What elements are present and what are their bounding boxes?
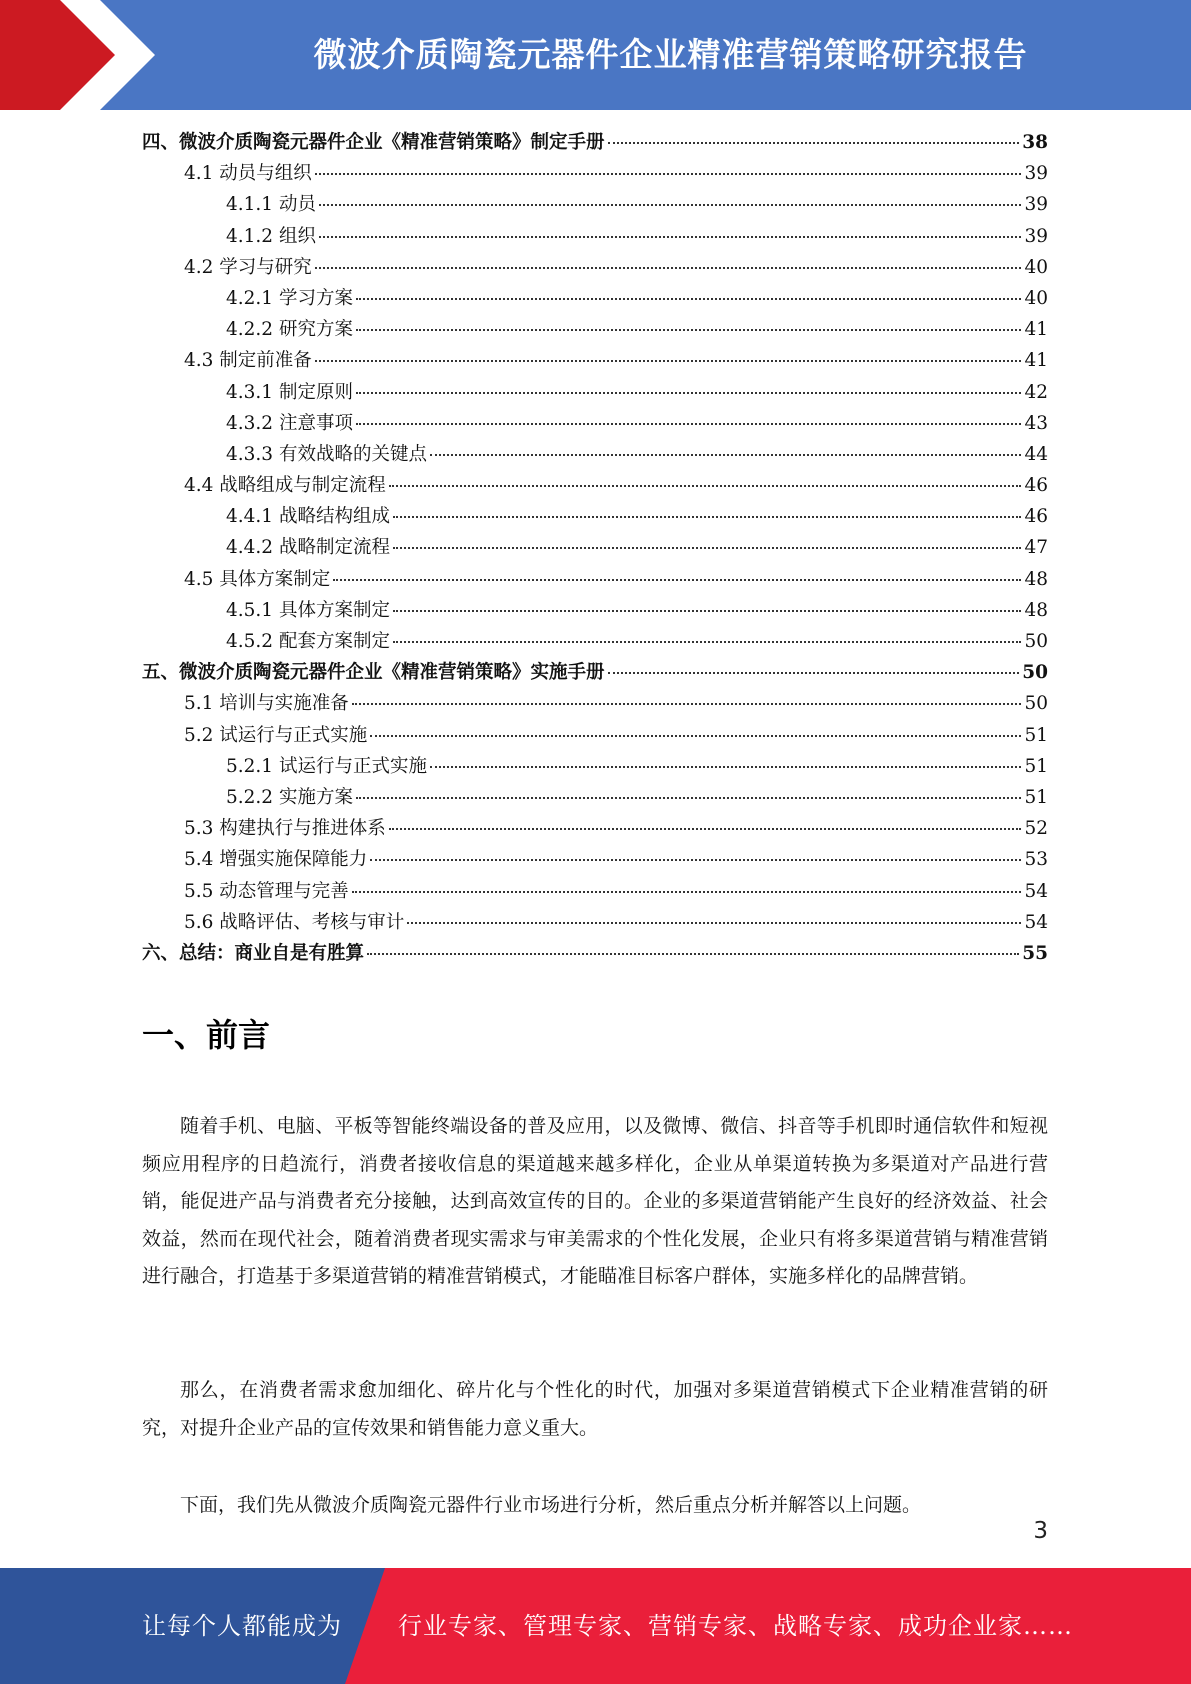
toc-entry[interactable] <box>142 658 1048 689</box>
toc-entry[interactable] <box>142 752 1048 783</box>
toc-dot-leader <box>393 516 1021 518</box>
toc-entry-title: 5.4 增强实施保障能力 <box>184 849 368 871</box>
toc-entry-title: 5.3 构建执行与推进体系 <box>184 818 386 840</box>
body-paragraph: 那么，在消费者需求愈加细化、碎片化与个性化的时代，加强对多渠道营销模式下企业精准营销的研究，对提升企业产品的宣传效果和销售能力意义重大。 <box>142 1379 1048 1439</box>
toc-entry[interactable] <box>142 222 1048 253</box>
toc-entry-title: 4.3.2 注意事项 <box>226 412 353 434</box>
toc-entry-title: 4.4 战略组成与制定流程 <box>184 475 386 497</box>
toc-dot-leader <box>370 859 1021 861</box>
toc-entry-title: 4.4.2 战略制定流程 <box>226 537 390 559</box>
toc-entry[interactable] <box>142 533 1048 564</box>
toc-page-number: 51 <box>1024 724 1048 746</box>
toc-entry[interactable] <box>142 565 1048 596</box>
toc-dot-leader <box>356 423 1022 425</box>
toc-page-number: 39 <box>1024 225 1048 247</box>
toc-dot-leader <box>356 329 1022 331</box>
toc-entry-title: 4.4.1 战略结构组成 <box>226 506 390 528</box>
toc-page-number: 41 <box>1024 350 1048 372</box>
toc-dot-leader <box>319 204 1022 206</box>
toc-entry-title: 4.1.1 动员 <box>226 194 316 216</box>
toc-page-number: 41 <box>1024 319 1048 341</box>
toc-entry[interactable] <box>142 378 1048 409</box>
toc-dot-leader <box>356 392 1022 394</box>
report-title: 微波介质陶瓷元器件企业精准营销策略研究报告 <box>313 35 1028 74</box>
toc-dot-leader <box>608 672 1020 674</box>
toc-dot-leader <box>319 236 1022 238</box>
toc-dot-leader <box>407 922 1021 924</box>
toc-entry[interactable] <box>142 908 1048 939</box>
toc-dot-leader <box>315 173 1022 175</box>
toc-entry[interactable] <box>142 284 1048 315</box>
toc-entry[interactable] <box>142 190 1048 221</box>
toc-dot-leader <box>333 579 1021 581</box>
toc-entry-title: 4.3.3 有效战略的关键点 <box>226 443 427 465</box>
table-of-contents <box>142 128 1048 970</box>
toc-entry[interactable] <box>142 315 1048 346</box>
toc-entry-title: 四、微波介质陶瓷元器件企业《精准营销策略》制定手册 <box>142 132 605 153</box>
toc-entry[interactable] <box>142 877 1048 908</box>
toc-page-number: 46 <box>1024 506 1048 528</box>
section-title: 一、前言 <box>142 1016 271 1054</box>
toc-page-number: 40 <box>1024 287 1048 309</box>
toc-entry-title: 4.2.1 学习方案 <box>226 287 353 309</box>
toc-page-number: 39 <box>1024 194 1048 216</box>
toc-page-number: 47 <box>1024 537 1048 559</box>
toc-dot-leader <box>389 485 1022 487</box>
toc-page-number: 53 <box>1024 849 1048 871</box>
toc-entry-title: 5.6 战略评估、考核与审计 <box>184 911 405 933</box>
toc-entry[interactable] <box>142 128 1048 159</box>
toc-page-number: 50 <box>1022 662 1048 684</box>
toc-entry-title: 4.5 具体方案制定 <box>184 568 331 590</box>
toc-dot-leader <box>352 891 1022 893</box>
toc-entry-title: 4.3.1 制定原则 <box>226 381 353 403</box>
toc-page-number: 44 <box>1024 443 1048 465</box>
toc-entry-title: 4.1.2 组织 <box>226 225 316 247</box>
toc-entry-title: 4.1 动员与组织 <box>184 163 312 185</box>
toc-entry-title: 5.2 试运行与正式实施 <box>184 724 368 746</box>
toc-page-number: 55 <box>1022 942 1048 964</box>
toc-entry-title: 4.5.1 具体方案制定 <box>226 599 390 621</box>
footer-slogan-left: 让每个人都能成为 <box>142 1612 342 1640</box>
toc-entry[interactable] <box>142 471 1048 502</box>
toc-dot-leader <box>393 641 1021 643</box>
toc-entry-title: 4.2.2 研究方案 <box>226 319 353 341</box>
footer-slogan-right: 行业专家、管理专家、营销专家、战略专家、成功企业家…… <box>398 1612 1073 1640</box>
toc-entry[interactable] <box>142 627 1048 658</box>
toc-page-number: 48 <box>1024 599 1048 621</box>
toc-entry[interactable] <box>142 596 1048 627</box>
toc-dot-leader <box>430 454 1021 456</box>
toc-dot-leader <box>356 797 1022 799</box>
toc-page-number: 52 <box>1024 818 1048 840</box>
toc-page-number: 51 <box>1024 786 1048 808</box>
toc-page-number: 38 <box>1022 132 1048 153</box>
toc-entry-title: 六、总结：商业自是有胜算 <box>142 942 365 964</box>
toc-page-number: 39 <box>1024 163 1048 185</box>
toc-entry-title: 5.5 动态管理与完善 <box>184 880 349 902</box>
page-footer <box>0 1568 1191 1684</box>
toc-dot-leader <box>352 703 1022 705</box>
toc-dot-leader <box>389 828 1022 830</box>
toc-entry[interactable] <box>142 409 1048 440</box>
toc-entry[interactable] <box>142 159 1048 190</box>
toc-entry[interactable] <box>142 939 1048 970</box>
toc-page-number: 54 <box>1024 911 1048 933</box>
body-paragraph: 下面，我们先从微波介质陶瓷元器件行业市场进行分析，然后重点分析并解答以上问题。 <box>180 1494 922 1516</box>
toc-entry[interactable] <box>142 845 1048 876</box>
toc-entry-title: 5.2.1 试运行与正式实施 <box>226 755 427 777</box>
toc-entry-title: 4.2 学习与研究 <box>184 256 312 278</box>
toc-dot-leader <box>315 360 1022 362</box>
toc-entry[interactable] <box>142 689 1048 720</box>
toc-page-number: 51 <box>1024 755 1048 777</box>
page-header <box>0 0 1191 110</box>
toc-entry[interactable] <box>142 783 1048 814</box>
toc-page-number: 42 <box>1024 381 1048 403</box>
toc-page-number: 46 <box>1024 475 1048 497</box>
toc-dot-leader <box>370 735 1021 737</box>
toc-entry-title: 5.2.2 实施方案 <box>226 786 353 808</box>
toc-entry-title: 5.1 培训与实施准备 <box>184 693 349 715</box>
toc-page-number: 50 <box>1024 631 1048 652</box>
body-paragraph: 随着手机、电脑、平板等智能终端设备的普及应用，以及微博、微信、抖音等手机即时通信软件和短视频应用程序的日趋流行，消费者接收信息的渠道越来越多样化，企业从单渠道转换为多渠道对产品进行营销，能促进产品与消费者充分接触，达到高效宣传的目的。企业的多渠道营销能产生良好的经济效益、社会效益，然而在现代社会，随着消费者现实需求与审美需求的个性化发展，企业只有将多渠道营销与精准营销进行融合，打造基于多渠道营销的精准营销模式，才能瞄准目标客户群体，实施多样化的品牌营销。 <box>142 1115 1048 1287</box>
toc-entry-title: 4.5.2 配套方案制定 <box>226 631 390 652</box>
toc-dot-leader <box>430 766 1021 768</box>
toc-entry-title: 4.3 制定前准备 <box>184 350 312 372</box>
toc-entry-title: 五、微波介质陶瓷元器件企业《精准营销策略》实施手册 <box>142 662 605 684</box>
toc-entry[interactable] <box>142 814 1048 845</box>
toc-entry[interactable] <box>142 721 1048 752</box>
toc-dot-leader <box>367 953 1019 955</box>
toc-entry[interactable] <box>142 440 1048 471</box>
toc-page-number: 48 <box>1024 568 1048 590</box>
toc-dot-leader <box>315 267 1022 269</box>
toc-entry[interactable] <box>142 502 1048 533</box>
toc-dot-leader <box>393 547 1021 549</box>
toc-dot-leader <box>608 142 1020 144</box>
toc-entry[interactable] <box>142 346 1048 377</box>
toc-dot-leader <box>393 610 1021 612</box>
toc-entry[interactable] <box>142 253 1048 284</box>
toc-page-number: 43 <box>1024 412 1048 434</box>
toc-page-number: 50 <box>1024 693 1048 715</box>
toc-page-number: 54 <box>1024 880 1048 902</box>
page-number: 3 <box>1033 1518 1048 1544</box>
toc-dot-leader <box>356 298 1022 300</box>
toc-page-number: 40 <box>1024 256 1048 278</box>
